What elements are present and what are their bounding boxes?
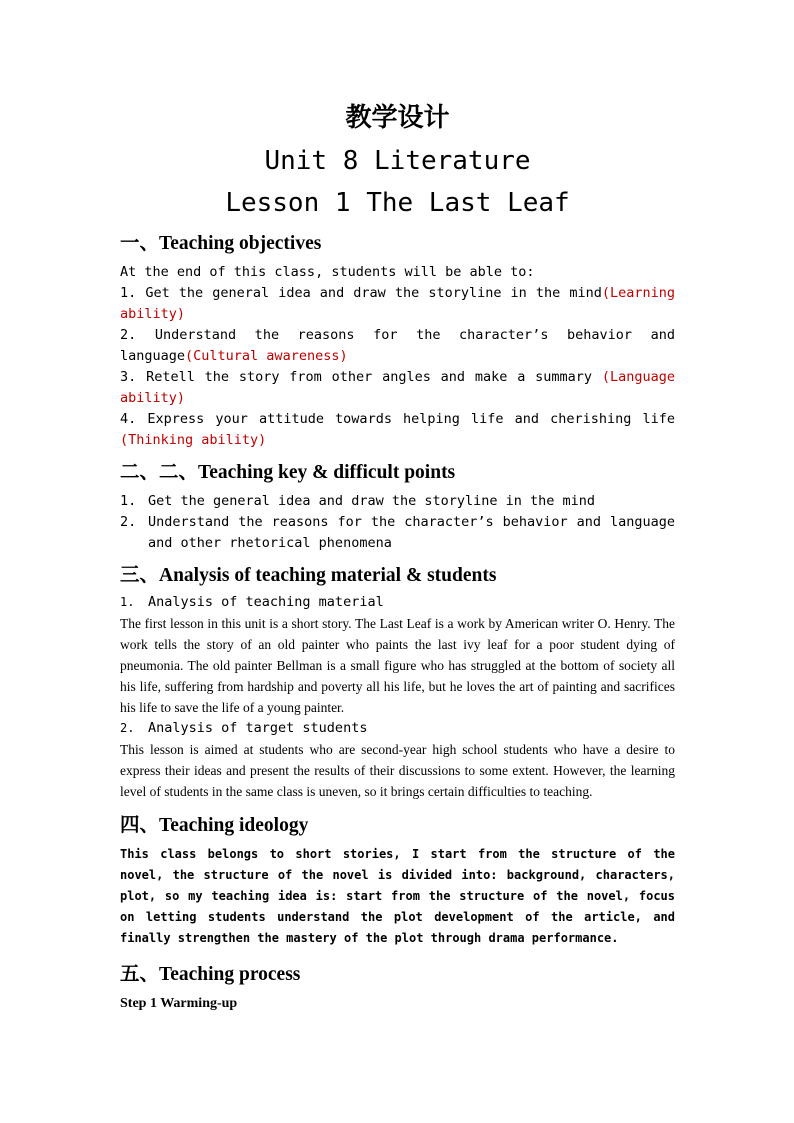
section-heading: 五、Teaching process	[120, 964, 301, 985]
objective-item	[120, 325, 675, 367]
process-section	[120, 961, 675, 1014]
unit-title: Unit 8 Literature	[264, 146, 531, 176]
list-item	[120, 512, 675, 554]
document-title: 教学设计	[345, 103, 450, 133]
list-item	[120, 491, 675, 512]
objective-tag: (Thinking ability)	[120, 432, 267, 448]
objective-tag: (Language ability)	[120, 369, 675, 406]
section-heading: 四、Teaching ideology	[120, 815, 309, 836]
objective-tag: (Cultural awareness)	[185, 348, 348, 364]
objective-item	[120, 283, 675, 325]
subsection-title: 1. Analysis of teaching material	[120, 592, 675, 613]
list-text: Get the general idea and draw the storyline in the mind	[148, 493, 596, 509]
analysis-paragraph: This lesson is aimed at students who are second-year high school students who have a desire to express their ideas and present the results of their discussions to some extent. However, the learning level of students in the same class is uneven, so it brings certain difficulties to teaching.	[120, 742, 675, 799]
objectives-intro: At the end of this class, students will be able to:	[120, 264, 535, 280]
step-title: Step 1 Warming-up	[120, 996, 238, 1011]
objective-text: 3. Retell the story from other angles and make a summary	[120, 369, 602, 385]
ideology-section	[120, 812, 675, 949]
objective-text: 1. Get the general idea and draw the storyline in the mind	[120, 285, 602, 301]
objective-item	[120, 367, 675, 409]
subsection-title: 2. Analysis of target students	[120, 718, 675, 739]
list-number: 1.	[120, 595, 135, 609]
document-page	[120, 96, 675, 1014]
ideology-paragraph: This class belongs to short stories, I start from the structure of the novel, the structure of the novel is divided into: background, characters, plot, so my teaching idea is: start from the structure of the novel, focus on letting students understand the plot development of the article, and finally strengthen the mastery of the plot through drama performance.	[120, 847, 675, 945]
list-number: 2.	[120, 514, 137, 530]
key-points-section	[120, 459, 675, 554]
section-heading: 三、Analysis of teaching material & students	[120, 565, 497, 586]
list-text: Understand the reasons for the character’s behavior and language and other rhetorical phenomena	[148, 514, 675, 551]
section-heading: 一、Teaching objectives	[120, 233, 322, 254]
objective-text: 4. Express your attitude towards helping life and cherishing life	[120, 411, 675, 427]
objective-text: 2. Understand the reasons for the character’s behavior and language	[120, 327, 675, 364]
analysis-section	[120, 562, 675, 802]
objective-tag: (Learning ability)	[120, 285, 675, 322]
section-heading: 二、二、Teaching key & difficult points	[120, 462, 456, 483]
lesson-title: Lesson 1 The Last Leaf	[225, 188, 570, 218]
list-number: 2.	[120, 721, 135, 735]
analysis-paragraph: The first lesson in this unit is a short story. The Last Leaf is a work by American writer O. Henry. The work tells the story of an old painter who paints the last ivy leaf for a poor student dying of pneumonia. The old painter Bellman is a small figure who has struggled at the bottom of society all his life, suffering from hardship and poverty all his life, but he loves the art of painting and sacrifices his life to save the life of a young painter.	[120, 616, 675, 715]
objective-item	[120, 409, 675, 451]
objectives-section	[120, 230, 675, 451]
list-number: 1.	[120, 493, 137, 509]
